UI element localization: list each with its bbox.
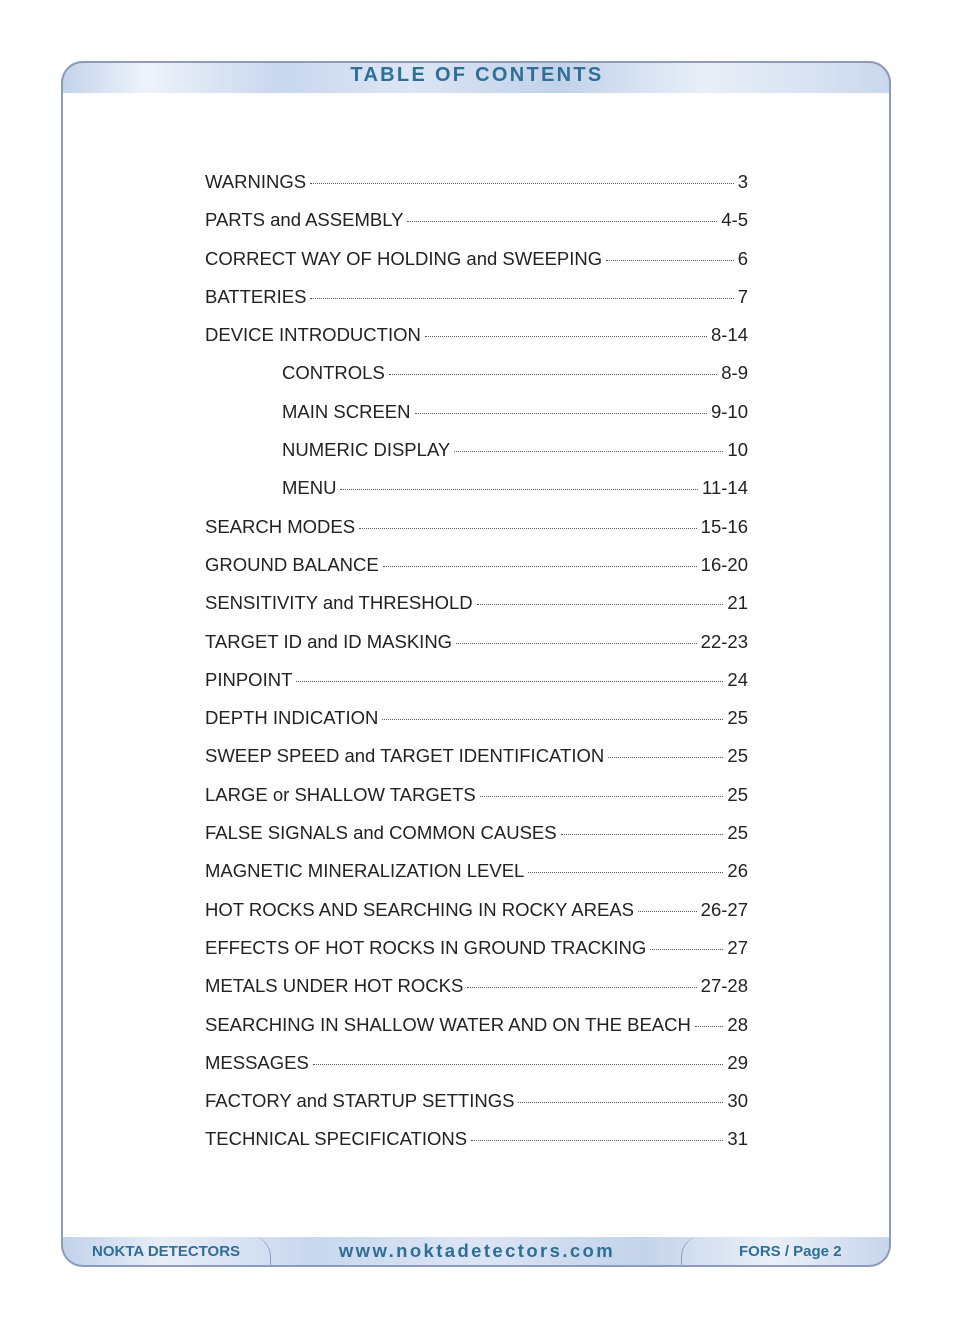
toc-dot-leader [296,681,723,682]
toc-entry-page: 25 [727,707,748,729]
toc-entry[interactable] [205,1128,748,1166]
toc-entry-page: 26-27 [700,898,748,920]
toc-dot-leader [467,987,696,988]
toc-entry-title: MAGNETIC MINERALIZATION LEVEL [205,860,525,882]
footer-page-label: FORS / Page 2 [739,1243,842,1260]
toc-entry-page: 27 [727,936,748,958]
toc-entry-title: CONTROLS [282,362,385,384]
toc-dot-leader [471,1140,723,1141]
toc-entry-title: WARNINGS [205,171,307,192]
toc-entry[interactable] [205,286,748,324]
toc-entry-title: HOT ROCKS AND SEARCHING IN ROCKY AREAS [205,898,635,920]
toc-entry-title: FACTORY and STARTUP SETTINGS [205,1090,515,1112]
toc-entry-page: 31 [727,1128,748,1150]
toc-dot-leader [480,796,724,797]
toc-entry-title: EFFECTS OF HOT ROCKS IN GROUND TRACKING [205,936,647,958]
toc-dot-leader [518,1102,723,1103]
toc-entry-title: LARGE or SHALLOW TARGETS [205,783,476,805]
toc-entry-page: 25 [727,822,748,844]
toc-entry-page: 4-5 [721,209,748,231]
toc-entry[interactable] [205,209,748,247]
toc-entry[interactable] [205,1014,748,1052]
toc-dot-leader [606,260,734,261]
toc-entry-title: TECHNICAL SPECIFICATIONS [205,1128,468,1150]
toc-entry-page: 11-14 [702,477,748,499]
toc-entry[interactable] [205,1090,748,1128]
toc-entry[interactable] [205,554,748,592]
toc-entry-page: 21 [727,592,748,614]
table-of-contents [205,171,748,1167]
toc-entry-page: 24 [727,668,748,690]
toc-entry-title: MENU [282,477,337,499]
toc-dot-leader [695,1026,724,1027]
toc-entry-page: 27-28 [700,975,748,997]
toc-entry-title: PINPOINT [205,668,293,690]
toc-entry-title: METALS UNDER HOT ROCKS [205,975,464,997]
toc-entry-title: BATTERIES [205,285,307,307]
toc-dot-leader [407,221,717,222]
toc-entry[interactable] [205,669,748,707]
toc-entry-page: 9-10 [710,400,748,422]
toc-dot-leader [310,298,733,299]
toc-dot-leader [638,911,697,912]
toc-entry-page: 6 [737,247,748,269]
toc-entry[interactable] [205,592,748,630]
toc-entry-title: GROUND BALANCE [205,553,379,575]
toc-entry[interactable] [205,899,748,937]
toc-entry-title: TARGET ID and ID MASKING [205,630,453,652]
toc-entry-title: DEVICE INTRODUCTION [205,324,421,346]
toc-entry[interactable] [205,707,748,745]
toc-dot-leader [415,413,707,414]
toc-entry-page: 25 [727,783,748,805]
toc-dot-leader [389,374,717,375]
toc-entry-title: CORRECT WAY OF HOLDING and SWEEPING [205,247,603,269]
toc-dot-leader [310,183,734,184]
toc-entry-page: 8-14 [710,324,748,346]
toc-entry[interactable] [205,516,748,554]
toc-entry[interactable] [205,439,748,477]
toc-entry-title: SEARCHING IN SHALLOW WATER AND ON THE BEACH [205,1013,691,1035]
toc-entry[interactable] [205,477,748,515]
toc-dot-leader [382,719,723,720]
toc-entry-page: 16-20 [700,553,748,575]
toc-entry[interactable] [205,171,748,209]
toc-entry[interactable] [205,745,748,783]
toc-dot-leader [340,489,698,490]
toc-entry-title: FALSE SIGNALS and COMMON CAUSES [205,822,557,844]
toc-entry[interactable] [205,784,748,822]
toc-entry-page: 22-23 [700,630,748,652]
toc-entry-page: 15-16 [700,515,748,537]
toc-dot-leader [561,834,724,835]
toc-dot-leader [477,604,724,605]
toc-entry-page: 3 [737,171,748,192]
toc-entry[interactable] [205,975,748,1013]
toc-entry[interactable] [205,631,748,669]
toc-entry[interactable] [205,248,748,286]
toc-entry-page: 28 [727,1013,748,1035]
footer-brand: NOKTA DETECTORS [92,1243,241,1260]
toc-dot-leader [425,336,707,337]
toc-dot-leader [456,643,697,644]
toc-entry-title: PARTS and ASSEMBLY [205,209,404,231]
toc-entry[interactable] [205,1052,748,1090]
toc-dot-leader [608,757,723,758]
toc-dot-leader [650,949,723,950]
toc-entry-page: 29 [727,1051,748,1073]
toc-entry-page: 26 [727,860,748,882]
toc-entry[interactable] [205,937,748,975]
toc-entry-title: MAIN SCREEN [282,400,411,422]
toc-entry-title: MESSAGES [205,1051,309,1073]
toc-entry-title: NUMERIC DISPLAY [282,439,451,461]
toc-entry-title: SEARCH MODES [205,515,356,537]
page-title: TABLE OF CONTENTS [350,64,604,86]
toc-entry[interactable] [205,822,748,860]
toc-dot-leader [359,528,697,529]
toc-dot-leader [383,566,697,567]
toc-entry-page: 8-9 [721,362,748,384]
toc-entry-title: SWEEP SPEED and TARGET IDENTIFICATION [205,745,605,767]
toc-entry[interactable] [205,860,748,898]
footer-website[interactable]: www.noktadetectors.com [338,1240,616,1261]
toc-entry-page: 10 [727,439,748,461]
toc-entry-title: SENSITIVITY and THRESHOLD [205,592,473,614]
toc-entry-page: 25 [727,745,748,767]
toc-dot-leader [313,1064,724,1065]
toc-entry-title: DEPTH INDICATION [205,707,379,729]
toc-entry[interactable] [205,401,748,439]
toc-dot-leader [454,451,723,452]
toc-entry[interactable] [205,324,748,362]
toc-dot-leader [528,872,723,873]
toc-entry-page: 7 [737,285,748,307]
toc-entry[interactable] [205,362,748,400]
toc-entry-page: 30 [727,1090,748,1112]
